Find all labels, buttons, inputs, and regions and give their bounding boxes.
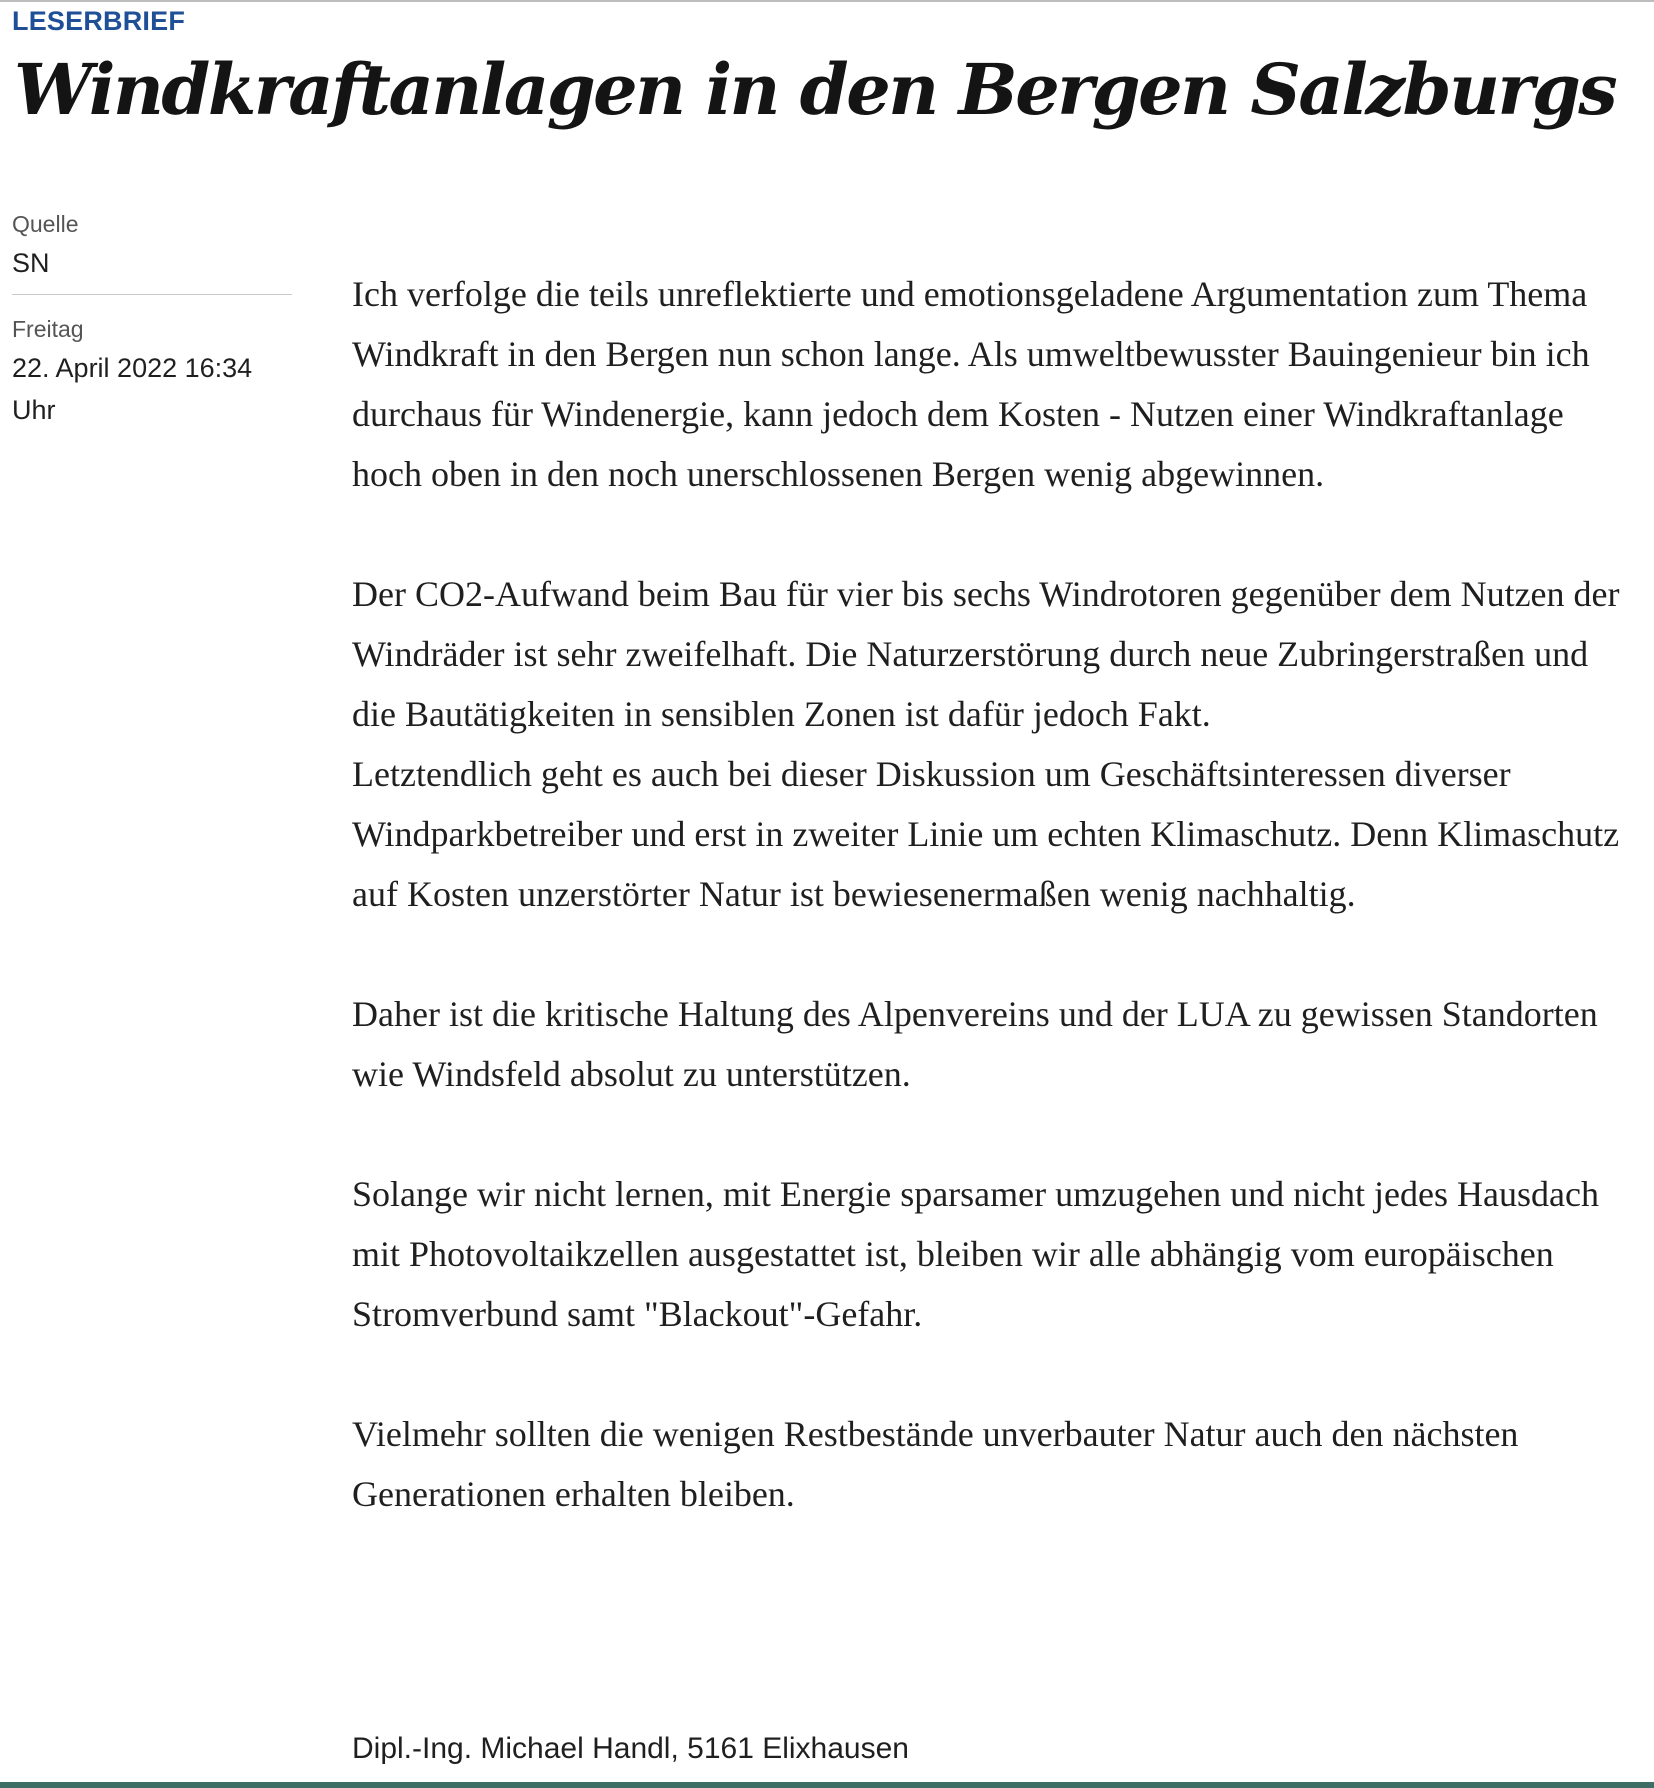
category-kicker[interactable]: LESERBRIEF — [12, 6, 186, 36]
source-label: Quelle — [12, 211, 79, 237]
top-divider — [0, 0, 1654, 2]
publish-date — [12, 347, 292, 431]
meta-divider — [12, 294, 292, 295]
article-body — [352, 264, 1632, 1524]
article-paragraph: Solange wir nicht lernen, mit Energie sparsamer umzugehen und nicht jedes Hausdach mit Photovoltaikzellen ausgestattet ist, bleiben wir alle abhängig vom europäischen Stromverbund samt "Blackout"-Gefahr. — [352, 1174, 1599, 1334]
article-paragraph: Der CO2-Aufwand beim Bau für vier bis sechs Windrotoren gegenüber dem Nutzen der Windräder ist sehr zweifelhaft. Die Naturzerstörung durch neue Zubringerstraßen und die Bautätigkeiten in sensiblen Zonen ist dafür jedoch Fakt. — [352, 574, 1620, 734]
article-paragraph: Ich verfolge die teils unreflektierte und emotionsgeladene Argumentation zum Thema Windkraft in den Bergen nun schon lange. Als umweltbewusster Bauingenieur bin ich durchaus für Windenergie, kann jedoch dem Kosten - Nutzen einer Windkraftanlage hoch oben in den noch unerschlossenen Bergen wenig abgewinnen. — [352, 274, 1590, 494]
article-paragraph: Daher ist die kritische Haltung des Alpenvereins und der LUA zu gewissen Standorten wie Windsfeld absolut zu unterstützen. — [352, 994, 1598, 1094]
article-paragraph: Vielmehr sollten die wenigen Restbestände unverbauter Natur auch den nächsten Generationen erhalten bleiben. — [352, 1414, 1519, 1514]
author-signature: Dipl.-Ing. Michael Handl, 5161 Elixhausen — [352, 1732, 909, 1765]
publish-time-suffix: Uhr — [12, 395, 56, 425]
article-paragraph: Letztendlich geht es auch bei dieser Diskussion um Geschäftsinteressen diverser Windparkbetreiber und erst in zweiter Linie um echten Klimaschutz. Denn Klimaschutz auf Kosten unzerstörter Natur ist bewiesenermaßen wenig nachhaltig. — [352, 754, 1620, 914]
source-value: SN — [12, 248, 50, 278]
publish-datetime: 22. April 2022 16:34 — [12, 353, 253, 383]
publish-weekday: Freitag — [12, 316, 84, 342]
article-headline: Windkraftanlagen in den Bergen Salzburgs — [14, 48, 1616, 131]
bottom-bar — [0, 1782, 1654, 1788]
article-meta — [12, 206, 292, 431]
